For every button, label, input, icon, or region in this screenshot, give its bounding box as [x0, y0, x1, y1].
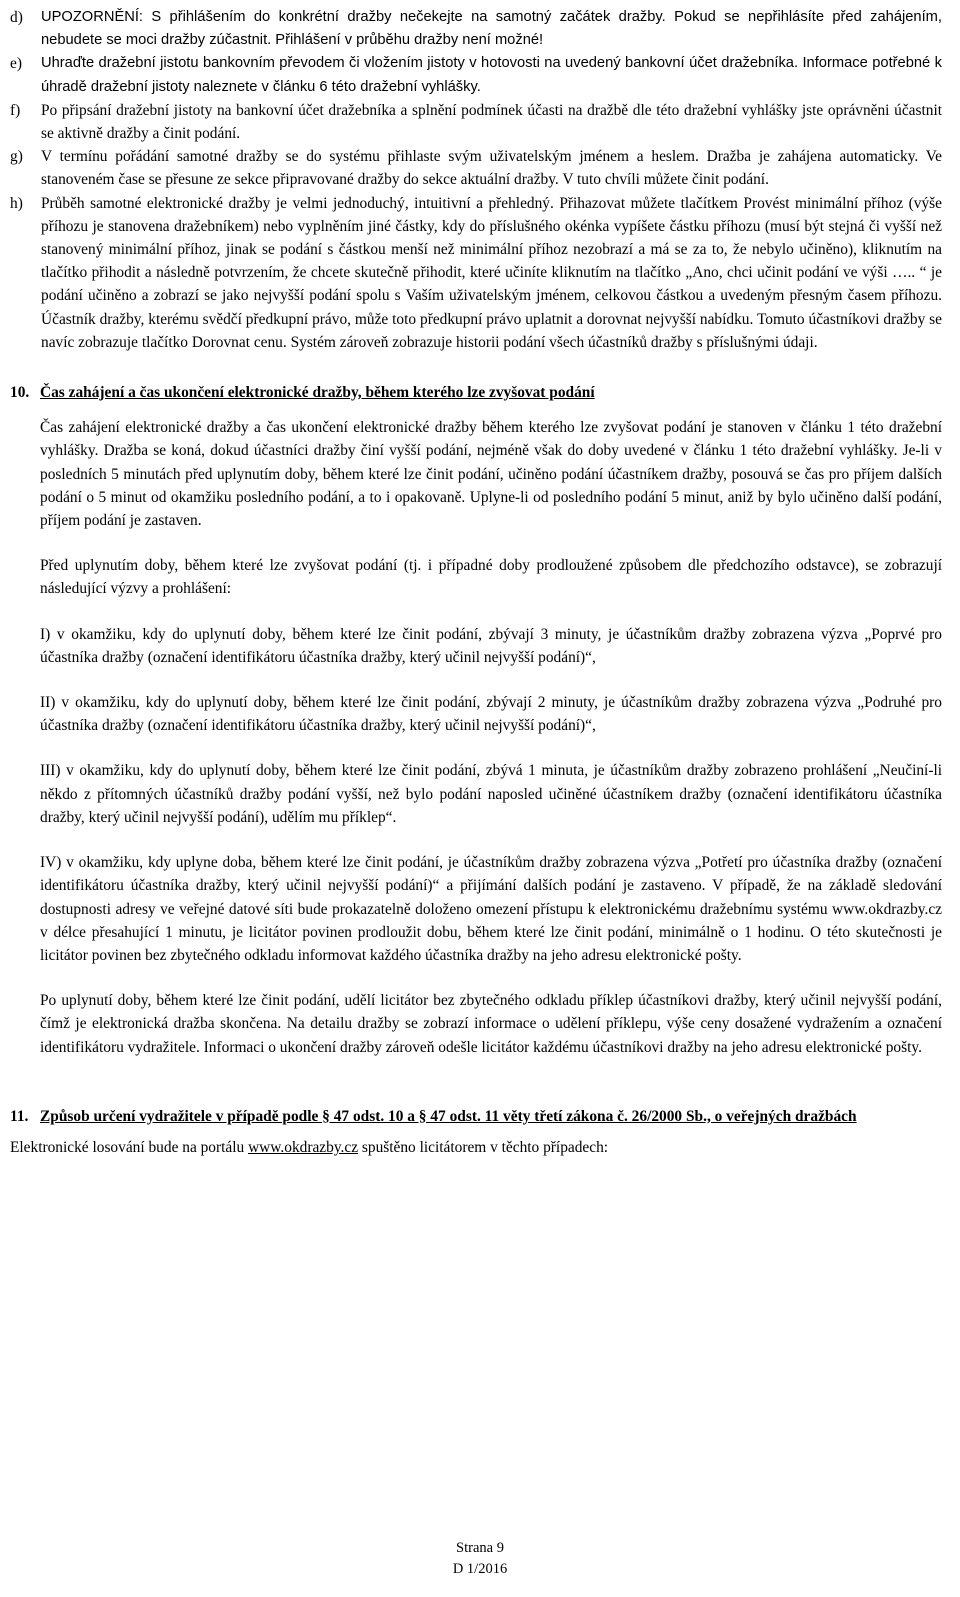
list-text: V termínu pořádání samotné dražby se do systému přihlaste svým uživatelským jménem a heslem. Dražba je zahájena automaticky. Ve stanoveném čase se přesune ze sekce připravované dražby do sekce aktuální dražby. V tuto chvíli můžete činit podání.: [41, 148, 942, 189]
list-item-h: [10, 192, 942, 354]
list-label: h): [10, 194, 23, 212]
paragraph: II) v okamžiku, kdy do uplynutí doby, během které lze činit podání, zbývají 2 minuty, je účastníkům dražby zobrazena výzva „Podruhé pro účastníka dražby (označení identifikátoru účastníka dražby, který učinil nejvyšší podání)“,: [40, 694, 942, 735]
paragraph: Po uplynutí doby, během které lze činit podání, udělí licitátor bez zbytečného odkladu příklep účastníkovi dražby, který učinil nejvyšší podání, čímž je elektronická dražba skončena. Na detailu dražby se zobrazí informace o udělení příklepu, výše ceny dosažené vydražením a označení identifikátoru vydražitele. Informaci o ukončení dražby zároveň odešle licitátor každému účastníkovi dražby na jeho adresu elektronické pošty.: [40, 992, 942, 1056]
list-item-d: [10, 6, 942, 52]
section-11-heading: [10, 1105, 942, 1128]
section-title: Čas zahájení a čas ukončení elektronické dražby, během kterého lze zvyšovat podání: [40, 384, 595, 402]
list-text: Průběh samotné elektronické dražby je velmi jednoduchý, intuitivní a přehledný. Přihazovat můžete tlačítkem Provést minimální příhoz (výše příhozu je stanovena dražebníkem) nebo vyplněním jiné částky, kdy do příslušného okénka vypíšete částku příhozu (musí být stejná či vyšší než stanovený minimální příhoz, jinak se podání s částkou menší než minimální příhoz nezobrazí a má se za to, že nebylo učiněno), kliknutím na tlačítko přihodit a následně potvrzením, že chcete skutečně přihodit, které učiníte kliknutím na tlačítko „Ano, chci učinit podání ve výši ….. “ je podání učiněno a zobrazí se jako nejvyšší podání spolu s Vaším uživatelským jménem, celkovou částkou a uvedeným přesným časem příhozu. Účastník dražby, kterému svědčí předkupní právo, může toto předkupní právo uplatnit a dorovnat nejvyšší nabídku. Tomuto účastníkovi dražby se navíc zobrazuje tlačítko Dorovnat cenu. Systém zároveň zobrazuje historii podání všech účastníků dražby s příslušnými údaji.: [41, 194, 942, 351]
section-number: 10.: [10, 384, 30, 402]
section-10-heading: [10, 381, 942, 404]
page-number: Strana 9: [456, 1540, 504, 1556]
intro-text: Elektronické losování bude na portálu: [10, 1138, 249, 1156]
paragraph: Čas zahájení elektronické dražby a čas ukončení elektronické dražby během kterého lze zvyšovat podání je stanoven v článku 1 této dražební vyhlášky. Dražba se koná, dokud účastníci dražby činí vyšší podání, nejméně však do doby uvedené v článku 1 této dražební vyhlášky. Je-li v posledních 5 minutách před uplynutím doby, během které lze činit podání, učiněno podání účastníkem dražby, posouvá se čas pro příjem dalších podání o 5 minut od okamžiku posledního podání, a to i opakovaně. Uplyne-li od posledního podání 5 minut, aniž by bylo učiněno další podání, příjem podání je zastaven.: [40, 419, 942, 530]
section-11-intro: [10, 1136, 942, 1159]
list-text: Po připsání dražební jistoty na bankovní účet dražebníka a splnění podmínek účasti na dražbě dle této dražební vyhlášky jste oprávněni účastnit se aktivně dražby a činit podání.: [41, 101, 942, 143]
page-footer: [0, 1538, 960, 1580]
section-10-body: [40, 416, 942, 1058]
paragraph: III) v okamžiku, kdy do uplynutí doby, během které lze činit podání, zbývá 1 minuta, je účastníkům dražby zobrazeno prohlášení „Neučiní-li někdo z přítomných účastníků dražby podání vyšší, než bylo podání naposled učiněné účastníkem dražby (označení identifikátoru účastníka dražby, který učinil nejvyšší podání), udělím mu příklep“.: [40, 762, 942, 826]
portal-link[interactable]: www.okdrazby.cz: [248, 1138, 359, 1156]
list-item-f: [10, 99, 942, 145]
paragraph: IV) v okamžiku, kdy uplyne doba, během které lze činit podání, je účastníkům dražby zobrazena výzva „Potřetí pro účastníka dražby (označení identifikátoru účastníka dražby, který učinil nejvyšší podání)“ a přijímání dalších podání je zastaveno. V případě, že na základě sledování dostupnosti adresy ve veřejné datové síti bude prokazatelně doloženo omezení přístupu k elektronickému dražebnímu systému www.okdrazby.cz v délce přesahující 1 minutu, je licitátor povinen prodloužit dobu, během které lze činit podání, minimálně o 1 hodinu. O této skutečnosti je licitátor povinen bez zbytečného odkladu informovat každého účastníka dražby na jeho adresu elektronické pošty.: [40, 854, 942, 964]
section-title: Způsob určení vydražitele v případě podle § 47 odst. 10 a § 47 odst. 11 věty třetí zákona č. 26/2000 Sb., o veřejných dražbách: [40, 1107, 857, 1125]
list-text: UPOZORNĚNÍ: S přihlášením do konkrétní dražby nečekejte na samotný začátek dražby. Pokud se nepřihlásíte před zahájením, nebudete se moci dražby zúčastnit. Přihlášení v průběhu dražby není možné!: [41, 9, 942, 49]
paragraph: Před uplynutím doby, během které lze zvyšovat podání (tj. i případné doby prodloužené způsobem dle předchozího odstavce), se zobrazují následující výzvy a prohlášení:: [40, 557, 942, 598]
document-code: D 1/2016: [452, 1561, 508, 1577]
list-label: e): [10, 55, 22, 73]
list-label: d): [10, 9, 23, 26]
section-number: 11.: [10, 1107, 29, 1125]
list-text: Uhraďte dražební jistotu bankovním převodem či vložením jistoty v hotovosti na uvedený bankovní účet dražebníka. Informace potřebné k úhradě dražební jistoty naleznete v článku 6 této dražební vyhlášky.: [41, 55, 942, 95]
list-label: f): [10, 101, 21, 119]
paragraph: I) v okamžiku, kdy do uplynutí doby, během které lze činit podání, zbývají 3 minuty, je účastníkům dražby zobrazena výzva „Poprvé pro účastníka dražby (označení identifikátoru účastníka dražby, který učinil nejvyšší podání)“,: [40, 625, 942, 666]
list-item-g: [10, 145, 942, 191]
intro-text: spuštěno licitátorem v těchto případech:: [358, 1138, 609, 1156]
list-label: g): [10, 148, 23, 166]
list-item-e: [10, 52, 942, 98]
